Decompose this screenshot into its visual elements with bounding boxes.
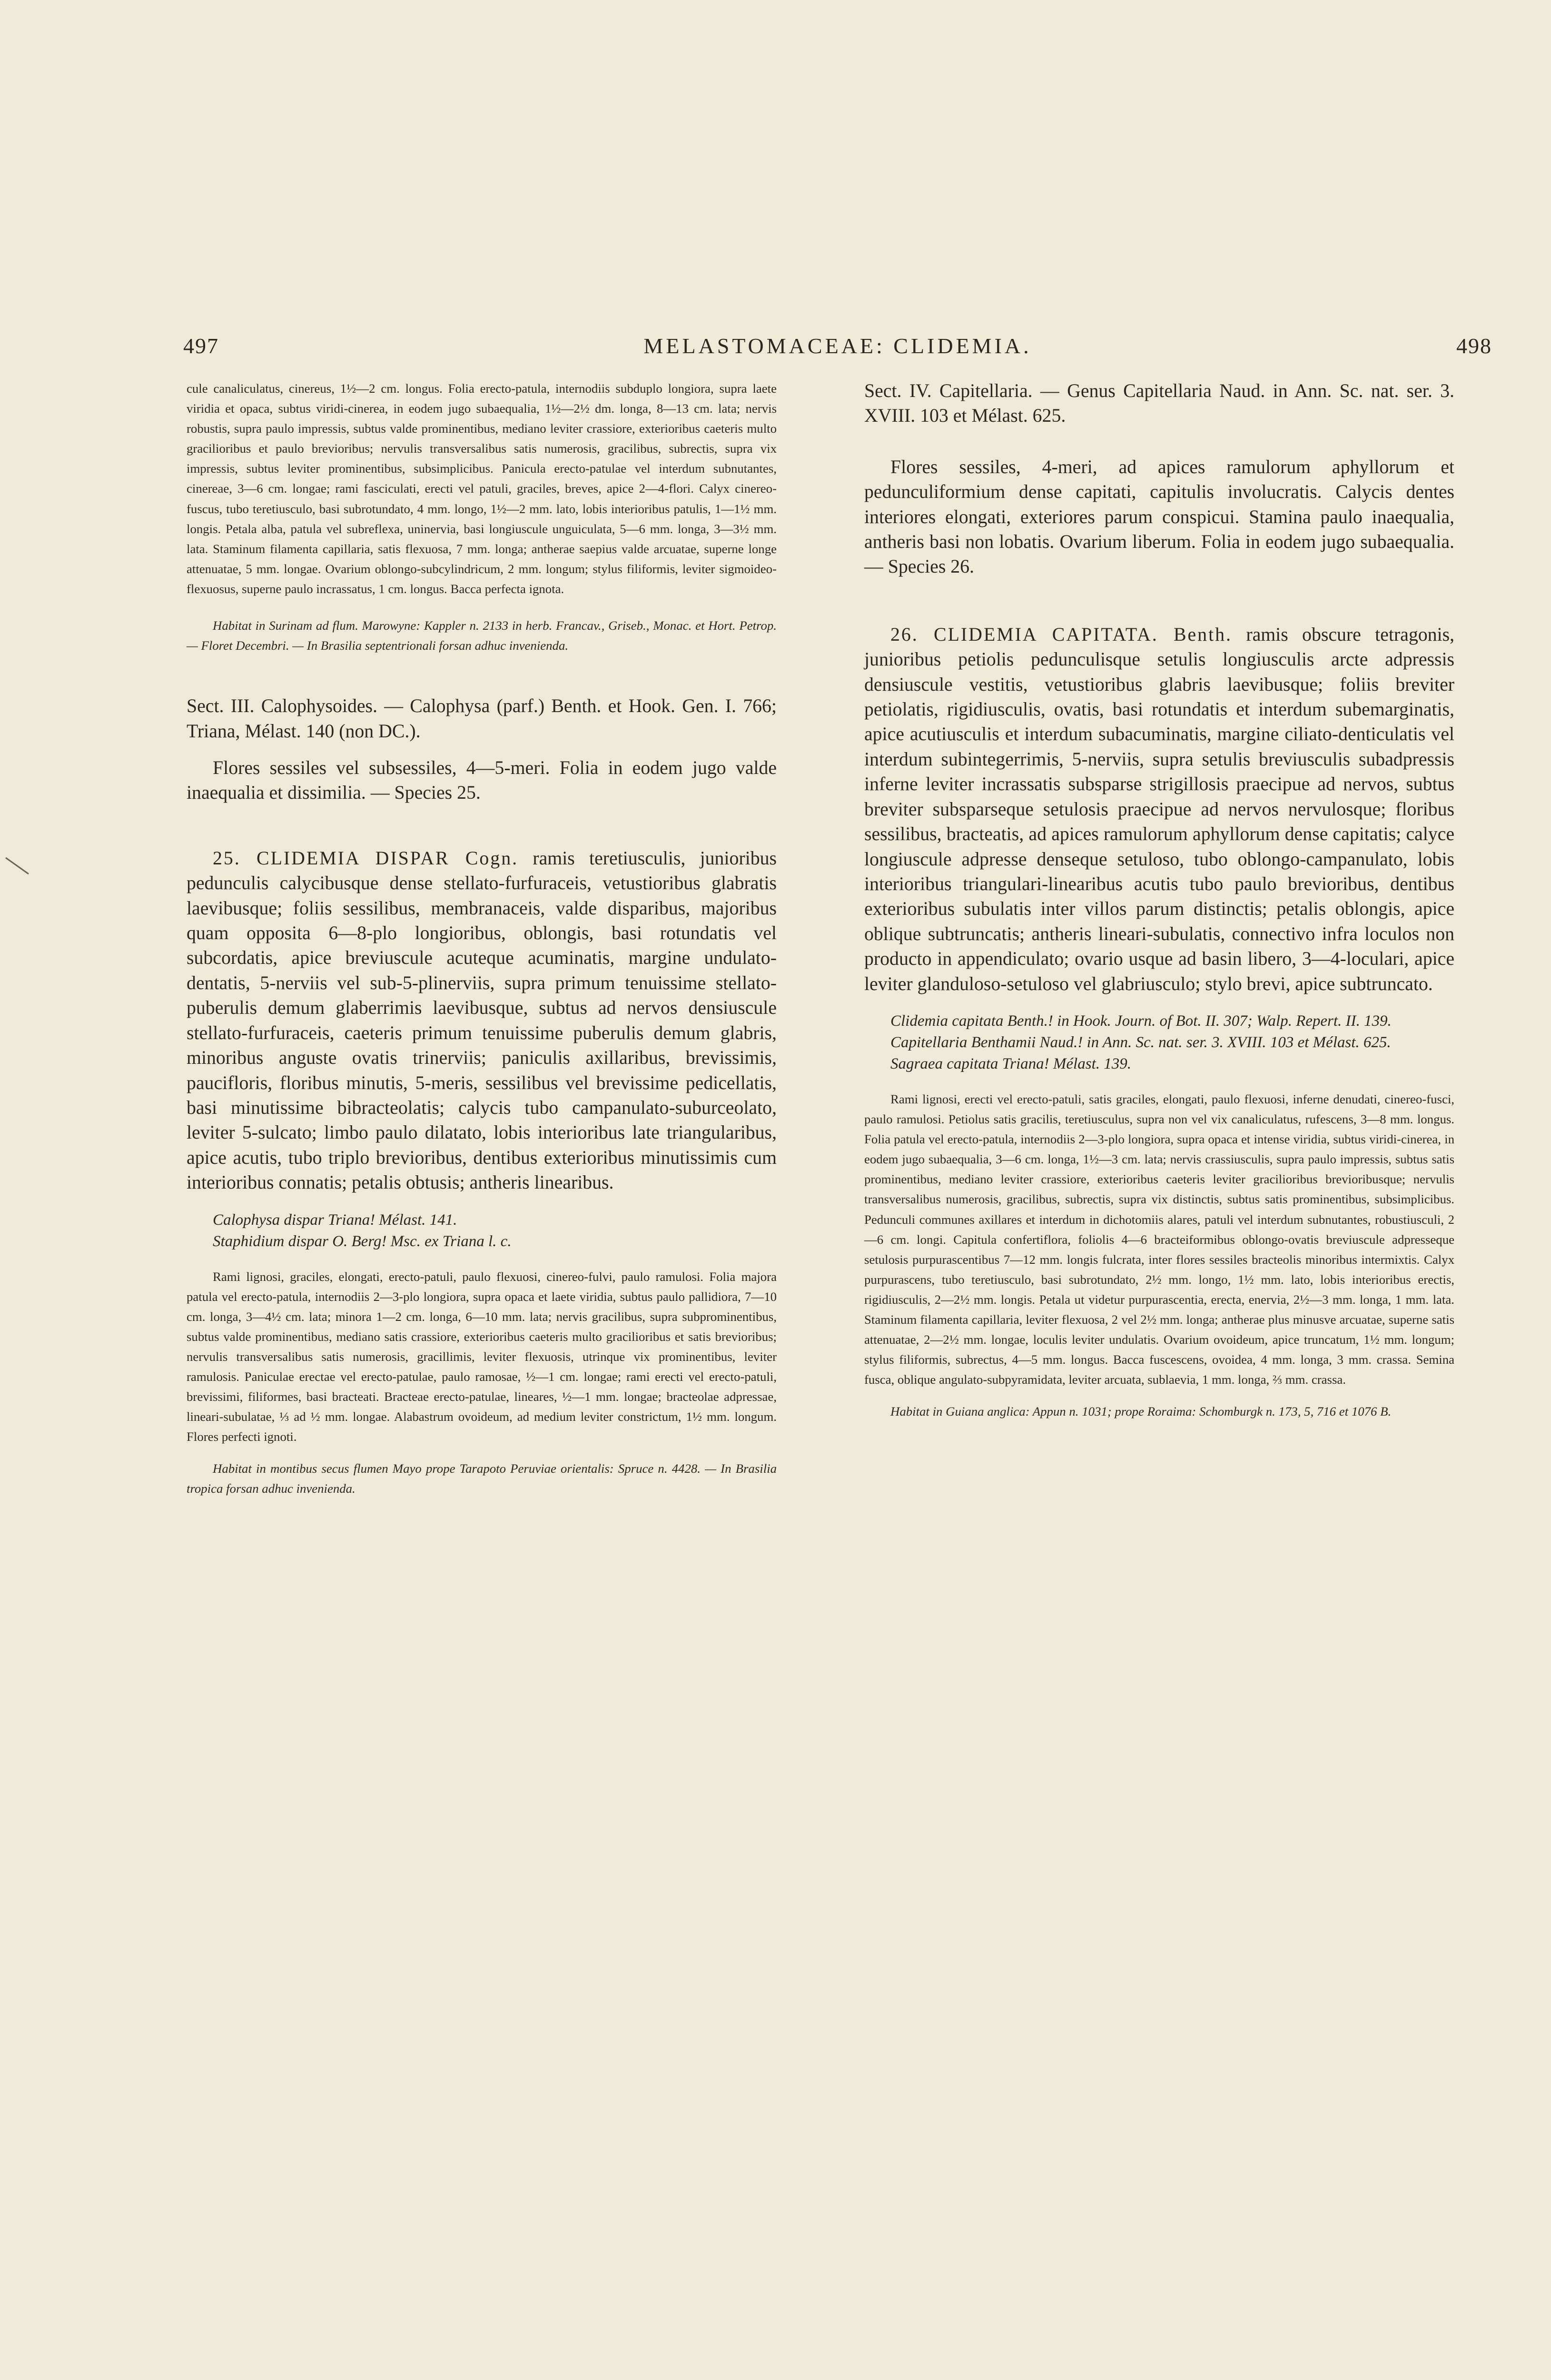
right-column xyxy=(864,378,1454,1421)
section-3-body: Flores sessiles vel subsessiles, 4—5-meri. Folia in eodem jugo valde inaequalia et dissimilia. — Species 25. xyxy=(187,757,777,803)
running-header xyxy=(183,333,1492,367)
section-3-heading: Sect. III. Calophysoides. — Calophysa (parf.) Benth. et Hook. Gen. I. 766; Triana, Mélast. 140 (non DC.). xyxy=(187,695,777,742)
species-26-habitat: Habitat in Guiana anglica: Appun n. 1031; prope Roraima: Schomburgk n. 173, 5, 716 et 1076 B. xyxy=(890,1404,1392,1419)
species-25-habitat: Habitat in montibus secus flumen Mayo prope Tarapoto Peruviae orientalis: Spruce n. 4428. — In Brasilia tropica forsan adhuc invenienda. xyxy=(187,1461,777,1496)
species-26-description xyxy=(864,622,1454,996)
species-26-detail: Rami lignosi, erecti vel erecto-patuli, satis graciles, elongati, paulo flexuosi, inferne denudati, cinereo-fusci, paulo ramulosi. Petiolus satis gracilis, teretiusculus, supra non vel vix canaliculatus, rufescens, 3—8 mm. longus. Folia patula vel erecto-patula, internodiis 2—3-plo longiora, supra opaca et intense viridia, subtus viridi-cinerea, in eodem jugo subaequalia, 3—6 cm. longa, 1½—3 cm. lata; nervis crassiusculis, supra paulo impressis, subtus satis prominentibus, mediano leviter crassiore, exterioribus caeteris leviter gracilioribus brevioribusque; nervulis transversalibus numerosis, gracilibus, subrectis, supra vix distinctis, subtus satis prominentibus, subsimplicibus. Pedunculi communes axillares et interdum in dichotomiis alares, patuli vel interdum subnutantes, robustiusculi, 2—6 cm. longi. Capitula confertiflora, foliolis 4—6 bracteiformibus oblongo-ovatis breviuscule adpresseque setulosis purpurascentibus 7—12 mm. longis fulcrata, inter flores sessiles bracteolis minoribus intermixtis. Calyx purpurascens, tubo teretiusculo, basi subrotundato, 2½ mm. longo, 1½ mm. lato, lobis interioribus erectis, rigidiusculis, 2—2½ mm. longis. Petala ut videtur purpurascentia, erecta, enervia, 2½—3 mm. longa, 1 mm. lata. Staminum filamenta capillaria, leviter flexuosa, 2 vel 2½ mm. longa; antherae plus minusve arcuatae, superne satis attenuatae, 2—2½ mm. longae, loculis leviter undulatis. Ovarium ovoideum, apice truncatum, 1½ mm. longum; stylus filiformis, subrectus, 4—5 mm. longus. Bacca fuscescens, ovoidea, 4 mm. longa, 3 mm. crassa. Semina fusca, oblique angulato-subpyramidata, leviter arcuata, sublaevia, 1 mm. longa, ⅔ mm. crassa. xyxy=(864,1091,1454,1387)
species-26-text: ramis obscure tetragonis, junioribus petiolis pedunculisque setulis longiusculis arcte adpressis densiuscule vestitis, vetustioribus glabris laevibusque; foliis breviter petiolatis, rigidiusculis, ovatis, basi rotundatis et interdum subemarginatis, apice acutiusculis et interdum subacuminatis, margine ciliato-denticulatis vel interdum subintegerrimis, 5-nerviis, supra setulis breviusculis subadpressis inferne leviter incrassatis subsparse strigillosis praecipue ad nervos, subtus breviter subsparseque setulosis praecipue ad nervos nervulosque; floribus sessilibus, bracteatis, ad apices ramulorum aphyllorum dense capitatis; calyce longiuscule adpresse denseque setuloso, tubo oblongo-campanulato, lobis interioribus triangulari-linearibus acutis tubo paulo brevioribus, dentibus exterioribus subulatis inter villos parum distinctis; petalis oblongis, apice oblique subtruncatis; antheris lineari-subulatis, connectivo infra loculos non producto in appendiculato; ovario usque ad basin libero, 3—4-loculari, apice leviter glanduloso-setuloso vel glabriusculo; stylo brevi, apice subtruncato. xyxy=(864,624,1455,994)
species-25-name: 25. CLIDEMIA DISPAR Cogn. xyxy=(213,847,519,869)
species-26-synonym-2: Capitellaria Benthamii Naud.! in Ann. Sc. nat. ser. 3. XVIII. 103 et Mélast. 625. xyxy=(890,1033,1391,1051)
species-25-text: ramis teretiusculis, junioribus pedunculis calycibusque dense stellato-furfuraceis, vetustioribus glabratis laevibusque; foliis sessilibus, membranaceis, valde disparibus, majoribus quam opposita 6—8-plo longioribus, oblongis, basi rotundatis vel subcordatis, apice breviuscule acuteque acuminatis, margine undulato-dentatis, 5-nerviis vel sub-5-plinerviis, supra primum tenuissime stellato-puberulis demum glaberrimis laevibusque, subtus ad nervos densiuscule stellato-furfuraceis, caeteris primum tenuissime puberulis demum glabris, minoribus anguste ovatis trinerviis; paniculis axillaribus, brevissimis, paucifloris, floribus minutis, 5-meris, sessilibus vel brevissime pedicellatis, basi minutissime bibracteolatis; calycis tubo campanulato-suburceolato, leviter 5-sulcato; limbo paulo dilatato, lobis interioribus late triangularibus, apice acutis, tubo triplo brevioribus, dentibus exterioribus minutissimis cum interioribus connatis; petalis obtusis; antheris linearibus. xyxy=(187,847,777,1193)
page-number-left: 497 xyxy=(183,334,219,358)
description-continued: cule canaliculatus, cinereus, 1½—2 cm. longus. Folia erecto-patula, internodiis subduplo longiora, supra laete viridia et opaca, subtus viridi-cinerea, in eodem jugo subaequalia, 1½—2½ dm. longa, 8—13 cm. lata; nervis robustis, supra paulo impressis, subtus valde prominentibus, mediano leviter crassiore, exterioribus caeteris multo gracilioribus et paulo brevioribus; nervulis transversalibus satis numerosis, gracilibus, subrectis, supra vix impressis, subtus leviter prominentibus, subsimplicibus. Panicula erecto-patulae vel interdum subnutantes, cinereae, 3—6 cm. longae; rami fasciculati, erecti vel patuli, graciles, breves, apice 2—4-flori. Calyx cinereo-fuscus, tubo teretiusculo, basi subrotundato, 4 mm. longo, 1½—2 mm. lato, lobis interioribus patulis, 1—1½ mm. longis. Petala alba, patula vel subreflexa, uninervia, basi longiuscule unguiculata, 5—6 mm. longa, 3—3½ mm. lata. Staminum filamenta capillaria, satis flexuosa, 7 mm. longa; antherae saepius valde arcuatae, superne longe attenuatae, 5 mm. longae. Ovarium oblongo-subcylindricum, 2 mm. longum; stylus filiformis, leviter sigmoideo-flexuosus, superne paulo incrassatus, 1 cm. longus. Bacca perfecta ignota. xyxy=(187,381,777,596)
species-26-synonym-3: Sagraea capitata Triana! Mélast. 139. xyxy=(890,1055,1131,1072)
species-25-detail: Rami lignosi, graciles, elongati, erecto-patuli, paulo flexuosi, cinereo-fulvi, paulo ramulosi. Folia majora patula vel erecto-patula, internodiis 2—3-plo longiora, supra opaca et laete viridia, subtus paulo pallidiora, 7—10 cm. longa, 3—4½ cm. lata; minora 1—2 cm. longa, 6—10 mm. lata; nervis gracilibus, supra subprominentibus, subtus valde prominentibus, mediano satis crassiore, exterioribus caeteris multo gracilioribus et satis brevioribus; nervulis transversalibus satis numerosis, gracillimis, leviter flexuosis, utrinque vix prominentibus, leviter ramulosis. Paniculae erectae vel erecto-patulae, paulo ramosae, ½—1 cm. longae; rami erecti vel erecto-patuli, brevissimi, filiformes, basi bracteati. Bracteae erecto-patulae, lineares, ½—1 mm. longae; bracteolae adpressae, lineari-subulatae, ⅓ ad ½ mm. longae. Alabastrum ovoideum, ad medium leviter constrictum, 1½ mm. longum. Flores perfecti ignoti. xyxy=(187,1269,777,1444)
section-4-heading: Sect. IV. Capitellaria. — Genus Capitellaria Naud. in Ann. Sc. nat. ser. 3. XVIII. 103 et Mélast. 625. xyxy=(864,380,1454,426)
page-number-right: 498 xyxy=(1456,334,1492,358)
species-25-description xyxy=(187,846,777,1195)
habitat-previous-species: Habitat in Surinam ad flum. Marowyne: Kappler n. 2133 in herb. Francav., Griseb., Monac. et Hort. Petrop. — Floret Decembri. — In Brasilia septentrionali forsan adhuc invenienda. xyxy=(187,618,777,653)
species-25-synonym-1: Calophysa dispar Triana! Mélast. 141. xyxy=(213,1211,457,1229)
left-column xyxy=(187,378,777,1499)
running-title: MELASTOMACEAE: CLIDEMIA. xyxy=(643,334,1032,358)
species-26-name: 26. CLIDEMIA CAPITATA. Benth. xyxy=(890,624,1232,645)
section-4-body: Flores sessiles, 4-meri, ad apices ramulorum aphyllorum et pedunculiformium dense capitati, capitulis involucratis. Calycis dentes interiores elongati, exteriores parum conspicui. Stamina paulo inaequalia, antheris basi non lobatis. Ovarium liberum. Folia in eodem jugo subaequalia. — Species 26. xyxy=(864,456,1454,577)
species-26-synonym-1: Clidemia capitata Benth.! in Hook. Journ. of Bot. II. 307; Walp. Repert. II. 139. xyxy=(890,1012,1392,1030)
species-25-synonym-2: Staphidium dispar O. Berg! Msc. ex Triana l. c. xyxy=(213,1232,512,1250)
margin-mark-icon xyxy=(5,857,31,876)
